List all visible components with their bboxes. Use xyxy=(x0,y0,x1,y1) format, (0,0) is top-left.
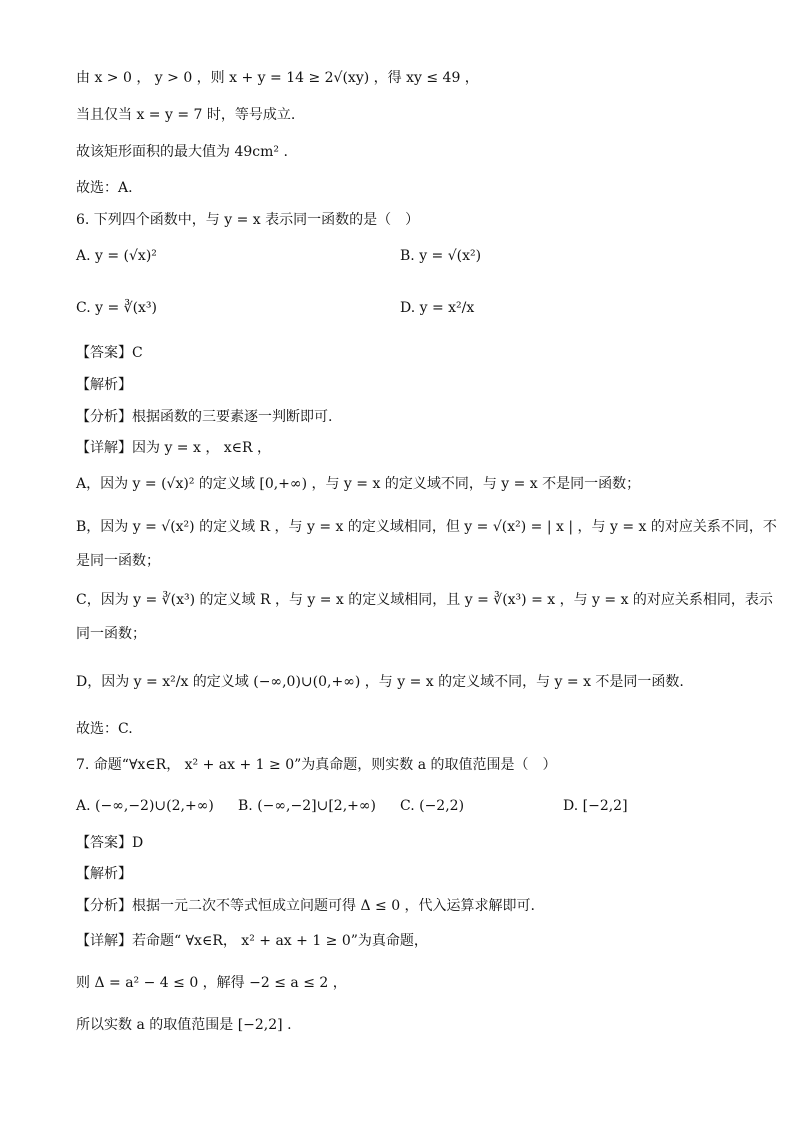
text-line: 故选：A. xyxy=(76,180,133,196)
q6-c-explanation: C，因为 y = ∛(x³) 的定义域 R ，与 y = x 的定义域相同，且 y = ∛(x³) = x ，与 y = x 的对应关系相同，表示 xyxy=(76,592,773,608)
q6-conclusion: 故选：C. xyxy=(76,721,133,737)
text-line: 由 x > 0 ， y > 0 ，则 x + y = 14 ≥ 2√(xy) ，得 xy ≤ 49 ， xyxy=(76,70,479,86)
q7-option-a: A. (−∞,−2)∪(2,+∞) xyxy=(76,798,214,814)
q6-analysis-heading: 【解析】 xyxy=(76,377,132,393)
q6-c-explanation-cont: 同一函数； xyxy=(76,626,146,642)
q6-option-d: D. y = x²/x xyxy=(400,300,475,316)
q7-detail: 【详解】若命题“ ∀x∈R， x² + ax + 1 ≥ 0”为真命题， xyxy=(76,933,428,949)
question-6-stem: 6. 下列四个函数中，与 y = x 表示同一函数的是（ ） xyxy=(76,212,420,228)
q6-b-explanation-cont: 是同一函数； xyxy=(76,553,160,569)
text-line: 故该矩形面积的最大值为 49cm² . xyxy=(76,144,288,160)
q7-option-b: B. (−∞,−2]∪[2,+∞) xyxy=(238,798,376,814)
q6-fenxi: 【分析】根据函数的三要素逐一判断即可. xyxy=(76,409,333,425)
q6-option-a: A. y = (√x)² xyxy=(76,248,157,264)
q6-detail: 【详解】因为 y = x ， x∈R ， xyxy=(76,440,272,456)
q7-analysis-heading: 【解析】 xyxy=(76,866,132,882)
q6-option-b: B. y = √(x²) xyxy=(400,248,482,264)
q6-a-explanation: A，因为 y = (√x)² 的定义域 [0,+∞) ，与 y = x 的定义域不同，与 y = x 不是同一函数； xyxy=(76,476,641,492)
q6-b-explanation: B，因为 y = √(x²) 的定义域 R ，与 y = x 的定义域相同，但 y = √(x²) = | x | ，与 y = x 的对应关系不同，不 xyxy=(76,519,777,535)
q7-fenxi: 【分析】根据一元二次不等式恒成立问题可得 Δ ≤ 0 ，代入运算求解即可. xyxy=(76,898,535,914)
q6-d-explanation: D，因为 y = x²/x 的定义域 (−∞,0)∪(0,+∞) ，与 y = x 的定义域不同，与 y = x 不是同一函数. xyxy=(76,674,684,690)
text-line: 当且仅当 x = y = 7 时，等号成立. xyxy=(76,107,296,123)
q7-option-c: C. (−2,2) xyxy=(400,798,465,814)
question-7-stem: 7. 命题“∀x∈R， x² + ax + 1 ≥ 0”为真命题，则实数 a 的取值范围是（ ） xyxy=(76,757,557,773)
q6-option-c: C. y = ∛(x³) xyxy=(76,300,158,316)
q6-answer: 【答案】C xyxy=(76,345,143,361)
q7-option-d: D. [−2,2] xyxy=(563,798,628,814)
q7-answer: 【答案】D xyxy=(76,835,144,851)
q7-step-2: 所以实数 a 的取值范围是 [−2,2] . xyxy=(76,1017,292,1033)
q7-step-1: 则 Δ = a² − 4 ≤ 0 ，解得 −2 ≤ a ≤ 2 ， xyxy=(76,975,347,991)
